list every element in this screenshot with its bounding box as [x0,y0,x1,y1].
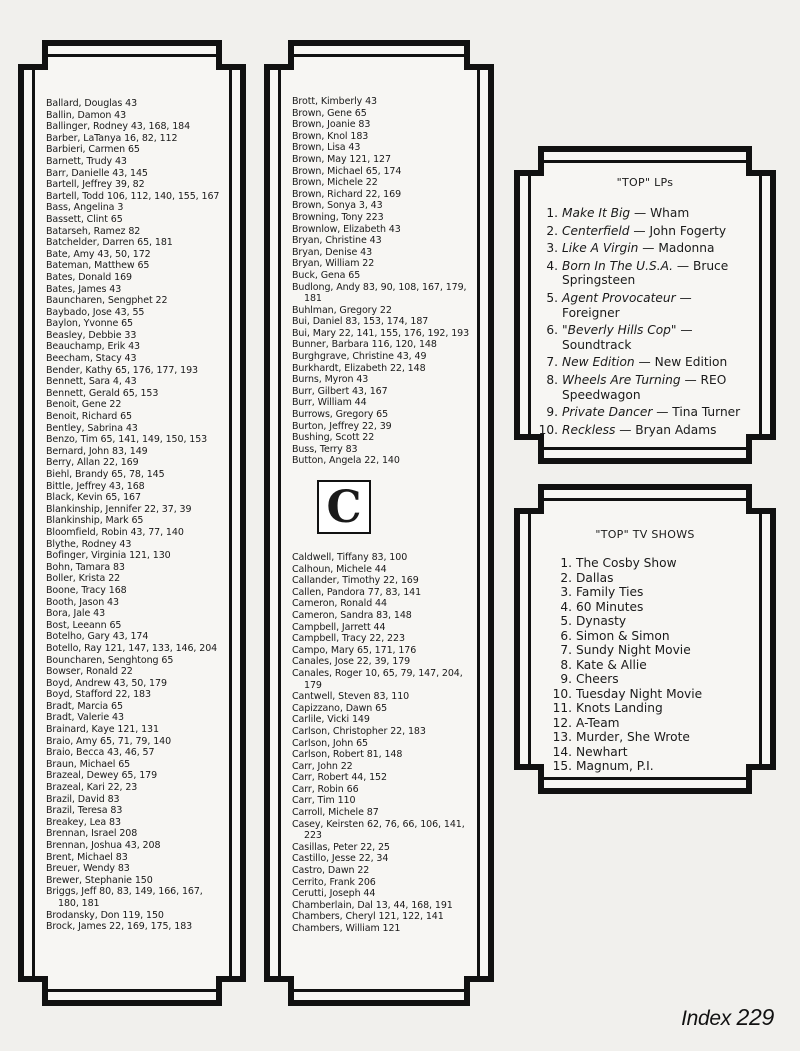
tv-rank: 12. [552,715,572,730]
index-entry: Burrows, Gregory 65 [292,409,389,421]
lp-artist: — New Edition [638,355,728,370]
index-entry: Burghgrave, Christine 43, 49 [292,351,427,363]
lp-rank: 5. [546,290,558,305]
index-entry: Casey, Keirsten 62, 76, 66, 106, 141, 223 [292,818,465,842]
tv-rank: 3. [560,585,572,599]
index-entry: Bender, Kathy 65, 176, 177, 193 [46,364,198,376]
index-entry: Benoit, Gene 22 [46,399,122,411]
index-entry: Bryan, Denise 43 [292,246,373,258]
index-entry: Briggs, Jeff 80, 83, 149, 166, 167, 180, 181 [46,886,203,909]
lp-album-title: Centerfield [562,223,630,238]
index-entry: Brodansky, Don 119, 150 [46,909,164,921]
tv-show-name: Knots Landing [576,701,663,715]
tv-show-name: Murder, She Wrote [576,730,690,744]
lp-item [536,423,750,438]
page-folio [681,1004,774,1031]
index-entry: Brown, Gene 65 [292,107,367,119]
index-entry: Beauchamp, Erik 43 [46,341,140,353]
index-entry: Bassett, Clint 65 [46,213,123,225]
lp-rank: 1. [546,206,558,220]
index-column-2 [264,40,494,1006]
lp-rank: 2. [546,223,558,238]
lp-item [536,373,750,402]
tv-rank: 10. [552,686,572,701]
lp-album-title: Like A Virgin [562,241,639,256]
index-entry: Baylon, Yvonne 65 [46,318,134,330]
index-entry: Braun, Michael 65 [46,758,131,770]
index-entry: Brown, Michele 22 [292,177,378,189]
index-entry: Campbell, Jarrett 44 [292,621,386,633]
tv-item [550,730,760,745]
index-entry: Carlson, Robert 81, 148 [292,749,403,761]
lp-album-title: Private Dancer [562,405,653,420]
index-entry: Bradt, Valerie 43 [46,712,124,724]
top-tv-list [550,556,760,774]
index-entry: Brown, Michael 65, 174 [292,165,402,177]
index-entry: Carr, Robert 44, 152 [292,772,387,784]
lp-rank: 7. [546,355,558,370]
index-entry: Bennett, Gerald 65, 153 [46,387,159,399]
index-entry: Brown, Sonya 3, 43 [292,200,383,212]
index-entry: Burr, Gilbert 43, 167 [292,385,388,397]
tv-show-name: A-Team [576,715,620,730]
tv-show-name: Newhart [576,744,628,759]
index-entry: Bohn, Tamara 83 [46,561,125,573]
index-entry: Chambers, William 121 [292,923,401,934]
tv-rank: 1. [560,556,572,570]
index-entry: Casillas, Peter 22, 25 [292,841,390,853]
lp-artist: — Bryan Adams [619,422,717,437]
index-entry: Ballard, Douglas 43 [46,98,138,109]
index-entry: Brent, Michael 83 [46,851,128,863]
tv-item [550,745,760,760]
lp-rank: 8. [546,372,558,387]
lp-artist: — Soundtrack [562,323,693,352]
folio-section: Index [681,1007,731,1030]
index-entry: Boone, Tracy 168 [46,584,127,596]
index-list-c [292,552,474,935]
tv-item [550,687,760,702]
index-entry: Booth, Jason 43 [46,596,119,608]
tv-item [550,701,760,716]
index-entry: Carroll, Michele 87 [292,807,379,819]
tv-show-name: Kate & Allie [576,657,647,672]
index-entry: Bennett, Sara 4, 43 [46,376,137,388]
index-entry: Bui, Daniel 83, 153, 174, 187 [292,316,429,328]
index-entry: Capizzano, Dawn 65 [292,702,388,714]
index-entry: Ballin, Damon 43 [46,109,127,121]
corner-notch [18,40,48,70]
lp-artist: — John Fogerty [633,223,727,238]
corner-notch [216,976,246,1006]
index-entry: Bateman, Matthew 65 [46,260,150,272]
index-entry: Bates, Donald 169 [46,271,132,283]
lp-artist: — Tina Turner [656,405,741,420]
index-entry: Barbieri, Carmen 65 [46,144,140,156]
index-entry: Botelho, Gary 43, 174 [46,631,149,643]
lp-artist: — Foreigner [562,290,692,320]
index-entry: Bentley, Sabrina 43 [46,422,138,434]
index-column-1 [18,40,246,1006]
index-entry: Buhlman, Gregory 22 [292,304,392,316]
index-entry: Bauncharen, Sengphet 22 [46,295,168,307]
lp-rank: 9. [546,405,558,420]
index-entry: Callander, Timothy 22, 169 [292,575,419,587]
lp-album-title: New Edition [562,355,635,370]
tv-rank: 15. [552,759,572,773]
tv-show-name: Cheers [576,672,619,686]
index-entry: Bryan, William 22 [292,258,375,270]
index-entry: Buss, Terry 83 [292,443,358,455]
index-entry: Bates, James 43 [46,283,122,295]
index-entry: Brown, Richard 22, 169 [292,188,402,200]
corner-notch [264,40,294,70]
index-entry: Benzo, Tim 65, 141, 149, 150, 153 [46,434,208,446]
tv-show-name: The Cosby Show [576,556,677,570]
tv-show-name: Magnum, P.I. [576,759,654,773]
index-entry: Bost, Leeann 65 [46,619,122,631]
index-entry: Carr, Robin 66 [292,783,359,795]
index-entry: Bate, Amy 43, 50, 172 [46,248,151,260]
index-entry: Brown, Knol 183 [292,130,369,142]
index-entry: Campbell, Tracy 22, 223 [292,633,405,645]
index-entry: Brown, Lisa 43 [292,142,361,154]
tv-rank: 5. [560,614,572,628]
corner-notch [746,484,776,514]
index-entry: Button, Angela 22, 140 [292,455,400,467]
index-list-b-part1 [46,98,226,933]
index-entry: Boyd, Andrew 43, 50, 179 [46,677,167,689]
index-entry: Bittle, Jeffrey 43, 168 [46,480,145,492]
lp-artist: — Bruce Springsteen [562,258,729,288]
corner-notch [264,976,294,1006]
index-entry: Carlile, Vicki 149 [292,714,370,726]
lp-rank: 6. [546,323,558,338]
index-entry: Botello, Ray 121, 147, 133, 146, 204 [46,642,218,654]
index-entry: Budlong, Andy 83, 90, 108, 167, 179, 181 [292,281,467,305]
index-entry: Bouncharen, Senghtong 65 [46,654,174,666]
tv-item [550,556,760,571]
tv-show-name: Sundy Night Movie [576,643,691,657]
tv-rank: 2. [560,570,572,585]
folio-page-number: 229 [736,1004,774,1030]
tv-item [550,716,760,731]
corner-notch [464,40,494,70]
index-entry: Brewer, Stephanie 150 [46,874,153,886]
lp-album-title: Wheels Are Turning [562,372,681,387]
index-entry: Carlson, John 65 [292,737,368,749]
lp-item [536,323,750,352]
tv-item [550,571,760,586]
index-entry: Barr, Danielle 43, 145 [46,167,148,179]
index-entry: Bofinger, Virginia 121, 130 [46,550,171,562]
tv-item [550,759,760,774]
lp-rank: 4. [546,258,558,273]
index-entry: Brownlow, Elizabeth 43 [292,223,401,235]
index-entry: Bradt, Marcia 65 [46,700,123,712]
index-entry: Boller, Krista 22 [46,573,121,585]
tv-item [550,643,760,658]
corner-notch [464,976,494,1006]
index-entry: Carr, John 22 [292,760,353,772]
index-entry: Caldwell, Tiffany 83, 100 [292,552,408,563]
index-entry: Brazeal, Dewey 65, 179 [46,770,158,782]
lp-item [536,291,750,320]
index-entry: Bora, Jale 43 [46,608,106,620]
tv-rank: 13. [552,730,572,744]
index-entry: Chamberlain, Dal 13, 44, 168, 191 [292,899,453,911]
tv-rank: 7. [560,643,572,657]
top-tv-box [514,484,776,794]
index-entry: Browning, Tony 223 [292,211,384,223]
corner-notch [746,146,776,176]
index-entry: Bushing, Scott 22 [292,432,375,444]
top-lps-list [536,206,750,440]
index-list-b-part2 [292,96,474,467]
index-entry: Brock, James 22, 169, 175, 183 [46,921,193,933]
index-entry: Canales, Jose 22, 39, 179 [292,656,411,668]
lp-artist: — Madonna [642,241,715,256]
tv-show-name: Dynasty [576,614,627,628]
tv-rank: 9. [560,672,572,686]
index-entry: Bunner, Barbara 116, 120, 148 [292,339,437,351]
lp-item [536,241,750,256]
top-lps-title: "TOP" LPs [616,176,674,189]
index-entry: Burr, William 44 [292,397,367,409]
index-entry: Callen, Pandora 77, 83, 141 [292,586,422,598]
lp-album-title: Born In The U.S.A. [562,258,674,273]
index-entry: Brazil, David 83 [46,793,120,805]
index-entry: Burton, Jeffrey 22, 39 [292,420,392,432]
index-entry: Brott, Kimberly 43 [292,96,377,107]
index-entry: Beecham, Stacy 43 [46,353,137,365]
index-entry: Brown, Joanie 83 [292,119,371,131]
tv-rank: 11. [552,701,572,715]
index-entry: Black, Kevin 65, 167 [46,492,141,504]
index-entry: Cerutti, Joseph 44 [292,888,376,900]
tv-item [550,658,760,673]
index-entry: Chambers, Cheryl 121, 122, 141 [292,911,444,923]
index-entry: Carlson, Christopher 22, 183 [292,725,426,737]
index-entry: Bartell, Jeffrey 39, 82 [46,179,145,191]
index-entry: Bernard, John 83, 149 [46,445,148,457]
tv-item [550,614,760,629]
lp-album-title: Reckless [562,422,616,437]
lp-item [536,224,750,239]
tv-show-name: Tuesday Night Movie [576,686,703,701]
index-entry: Breuer, Wendy 83 [46,863,130,875]
corner-notch [514,484,544,514]
lp-item [536,405,750,420]
index-entry: Campo, Mary 65, 171, 176 [292,644,417,656]
tv-show-name: 60 Minutes [576,599,644,614]
index-entry: Benoit, Richard 65 [46,411,132,423]
lp-album-title: "Beverly Hills Cop" [562,323,677,338]
section-letter: C [326,481,362,533]
index-entry: Baybado, Jose 43, 55 [46,306,145,318]
index-entry: Cantwell, Steven 83, 110 [292,691,410,703]
lp-item [536,259,750,288]
index-entry: Boyd, Stafford 22, 183 [46,689,151,701]
top-lps-box [514,146,776,464]
tv-item [550,672,760,687]
tv-rank: 4. [560,599,572,614]
index-entry: Castro, Dawn 22 [292,865,370,877]
tv-item [550,585,760,600]
lp-album-title: Agent Provocateur [562,290,676,305]
index-entry: Brazeal, Kari 22, 23 [46,782,138,794]
index-entry: Bryan, Christine 43 [292,235,382,247]
index-entry: Bass, Angelina 3 [46,202,124,214]
index-entry: Bloomfield, Robin 43, 77, 140 [46,526,184,538]
corner-notch [216,40,246,70]
index-entry: Braio, Amy 65, 71, 79, 140 [46,735,172,747]
index-entry: Brennan, Joshua 43, 208 [46,840,161,851]
top-tv-title: "TOP" TV SHOWS [595,528,695,541]
index-entry: Bui, Mary 22, 141, 155, 176, 192, 193 [292,327,470,339]
lp-item [536,206,750,221]
index-entry: Brainard, Kaye 121, 131 [46,724,159,736]
corner-notch [18,976,48,1006]
index-entry: Buck, Gena 65 [292,269,361,281]
index-entry: Castillo, Jesse 22, 34 [292,853,389,865]
lp-album-title: Make It Big [562,206,631,220]
lp-artist: — REO Speedwagon [562,372,727,402]
index-entry: Canales, Roger 10, 65, 79, 147, 204, 179 [292,667,463,691]
tv-item [550,600,760,615]
lp-artist: — Wham [634,206,690,220]
index-entry: Cerrito, Frank 206 [292,876,376,888]
index-entry: Batchelder, Darren 65, 181 [46,237,173,249]
index-entry: Blankinship, Jennifer 22, 37, 39 [46,503,192,515]
tv-rank: 6. [560,628,572,643]
index-entry: Blythe, Rodney 43 [46,538,132,550]
tv-show-name: Dallas [576,570,614,585]
index-entry: Barnett, Trudy 43 [46,155,127,167]
index-entry: Barber, LaTanya 16, 82, 112 [46,132,178,144]
tv-item [550,629,760,644]
index-entry: Batarseh, Ramez 82 [46,225,141,237]
lp-rank: 3. [546,241,558,256]
index-entry: Burkhardt, Elizabeth 22, 148 [292,362,426,374]
index-entry: Blankinship, Mark 65 [46,515,144,527]
lp-rank: 10. [538,422,558,437]
section-letter-c [317,480,371,534]
index-entry: Ballinger, Rodney 43, 168, 184 [46,121,191,133]
tv-show-name: Simon & Simon [576,628,670,643]
index-entry: Biehl, Brandy 65, 78, 145 [46,469,165,480]
corner-notch [514,146,544,176]
index-entry: Carr, Tim 110 [292,795,356,807]
index-entry: Breakey, Lea 83 [46,816,121,828]
index-entry: Berry, Allan 22, 169 [46,457,139,469]
index-entry: Beasley, Debbie 33 [46,329,137,341]
index-entry: Brennan, Israel 208 [46,828,138,840]
tv-rank: 8. [560,657,572,672]
index-entry: Bartell, Todd 106, 112, 140, 155, 167 [46,190,220,202]
index-entry: Cameron, Sandra 83, 148 [292,609,412,621]
lp-item [536,355,750,370]
index-entry: Braio, Becca 43, 46, 57 [46,747,155,759]
corner-notch [514,764,544,794]
index-entry: Cameron, Ronald 44 [292,598,387,610]
index-entry: Calhoun, Michele 44 [292,563,387,575]
index-entry: Burns, Myron 43 [292,374,369,386]
index-entry: Brazil, Teresa 83 [46,805,123,817]
index-entry: Brown, May 121, 127 [292,153,391,165]
tv-show-name: Family Ties [576,585,644,599]
corner-notch [746,434,776,464]
tv-rank: 14. [552,744,572,759]
index-entry: Bowser, Ronald 22 [46,666,133,678]
